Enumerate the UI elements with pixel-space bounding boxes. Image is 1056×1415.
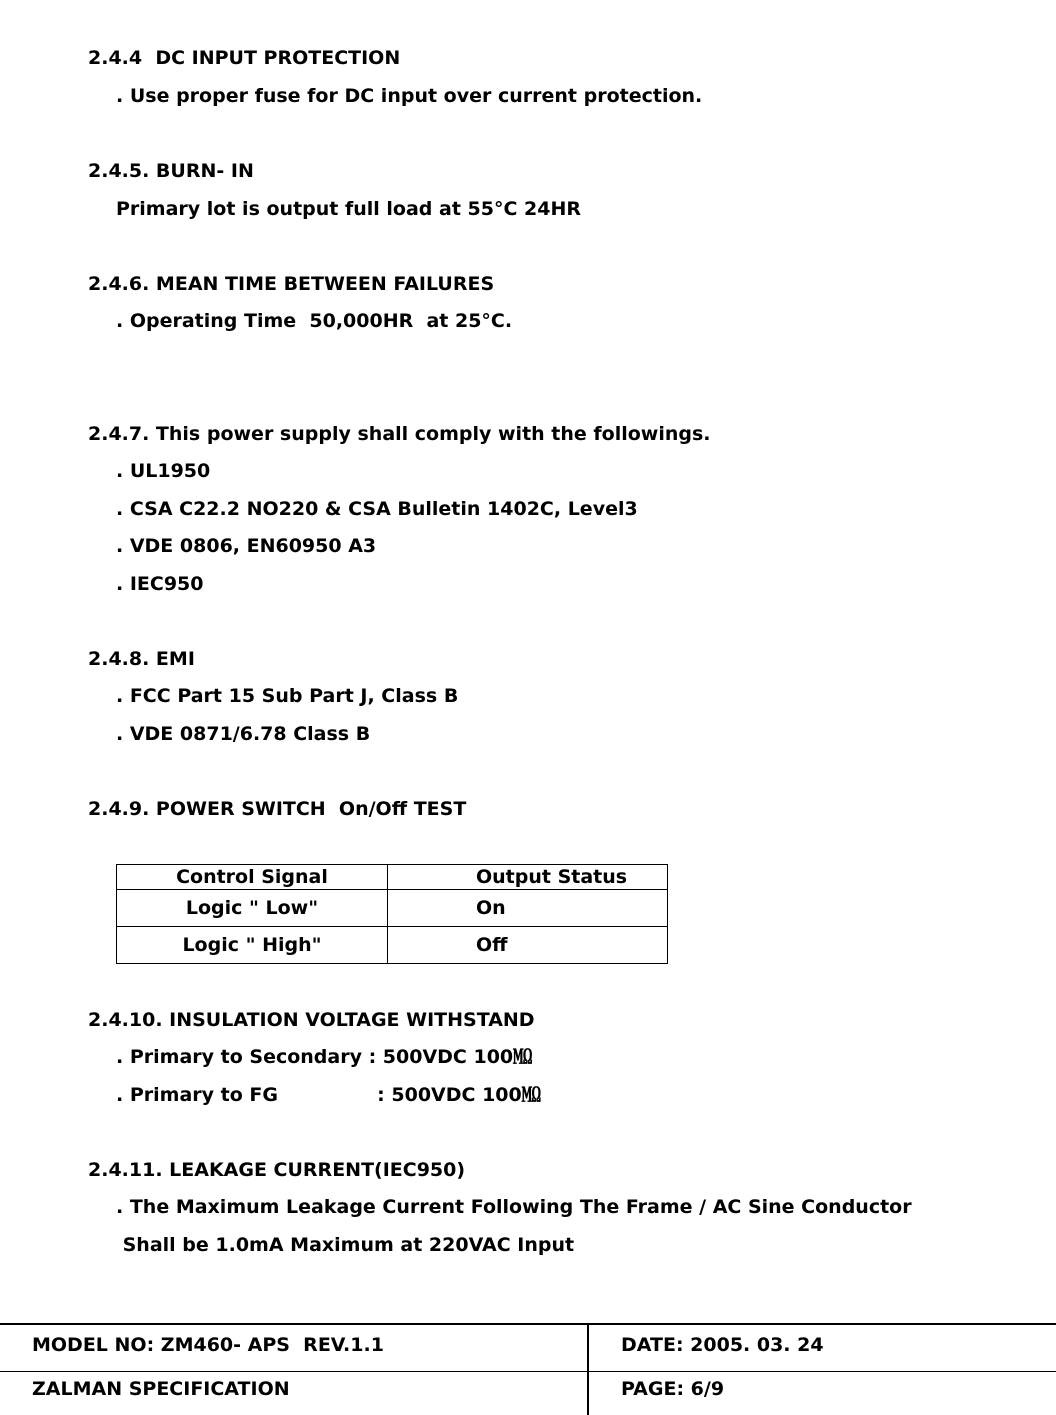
section-line: . Primary to Secondary : 500VDC 100㏁ [116, 1046, 533, 1068]
section-heading-compliance: 2.4.7. This power supply shall comply with the followings. [88, 423, 711, 445]
footer-date: DATE: 2005. 03. 24 [621, 1334, 824, 1356]
table-header-cell: Output Status [388, 865, 668, 890]
page-footer [0, 1323, 1056, 1415]
section-heading-leakage: 2.4.11. LEAKAGE CURRENT(IEC950) [88, 1159, 466, 1181]
section-heading-insulation: 2.4.10. INSULATION VOLTAGE WITHSTAND [88, 1009, 535, 1031]
section-line: . CSA C22.2 NO220 & CSA Bulletin 1402C, Level3 [116, 498, 638, 520]
footer-row [0, 1323, 1056, 1372]
section-heading-power-switch: 2.4.9. POWER SWITCH On/Off TEST [88, 798, 467, 820]
section-line: . VDE 0806, EN60950 A3 [116, 535, 377, 557]
section-line: . The Maximum Leakage Current Following The Frame / AC Sine Conductor [116, 1196, 912, 1218]
power-switch-table [116, 864, 668, 964]
section-heading-dc-input-protection: 2.4.4 DC INPUT PROTECTION [88, 47, 401, 69]
section-line: . Use proper fuse for DC input over current protection. [116, 85, 703, 107]
table-header-cell: Control Signal [117, 865, 388, 890]
section-heading-burn-in: 2.4.5. BURN- IN [88, 160, 254, 182]
section-line: . UL1950 [116, 460, 211, 482]
table-row [117, 890, 668, 927]
section-line: . IEC950 [116, 573, 204, 595]
table-cell: Logic " High" [117, 927, 388, 964]
table-cell: Off [388, 927, 668, 964]
section-heading-mtbf: 2.4.6. MEAN TIME BETWEEN FAILURES [88, 273, 495, 295]
footer-spec: ZALMAN SPECIFICATION [32, 1378, 290, 1400]
table-header-row [117, 865, 668, 890]
footer-row [0, 1369, 1056, 1415]
footer-page: PAGE: 6/9 [621, 1378, 725, 1400]
section-line: . FCC Part 15 Sub Part J, Class B [116, 685, 459, 707]
table-cell: On [388, 890, 668, 927]
section-line: . VDE 0871/6.78 Class B [116, 723, 371, 745]
table-cell: Logic " Low" [117, 890, 388, 927]
section-line: Primary lot is output full load at 55°C 24HR [116, 198, 582, 220]
table-row [117, 927, 668, 964]
section-heading-emi: 2.4.8. EMI [88, 648, 195, 670]
section-line: Shall be 1.0mA Maximum at 220VAC Input [116, 1234, 575, 1256]
section-line: . Primary to FG : 500VDC 100㏁ [116, 1084, 541, 1106]
footer-divider [587, 1323, 589, 1415]
footer-model: MODEL NO: ZM460- APS REV.1.1 [32, 1334, 384, 1356]
section-line: . Operating Time 50,000HR at 25°C. [116, 310, 513, 332]
